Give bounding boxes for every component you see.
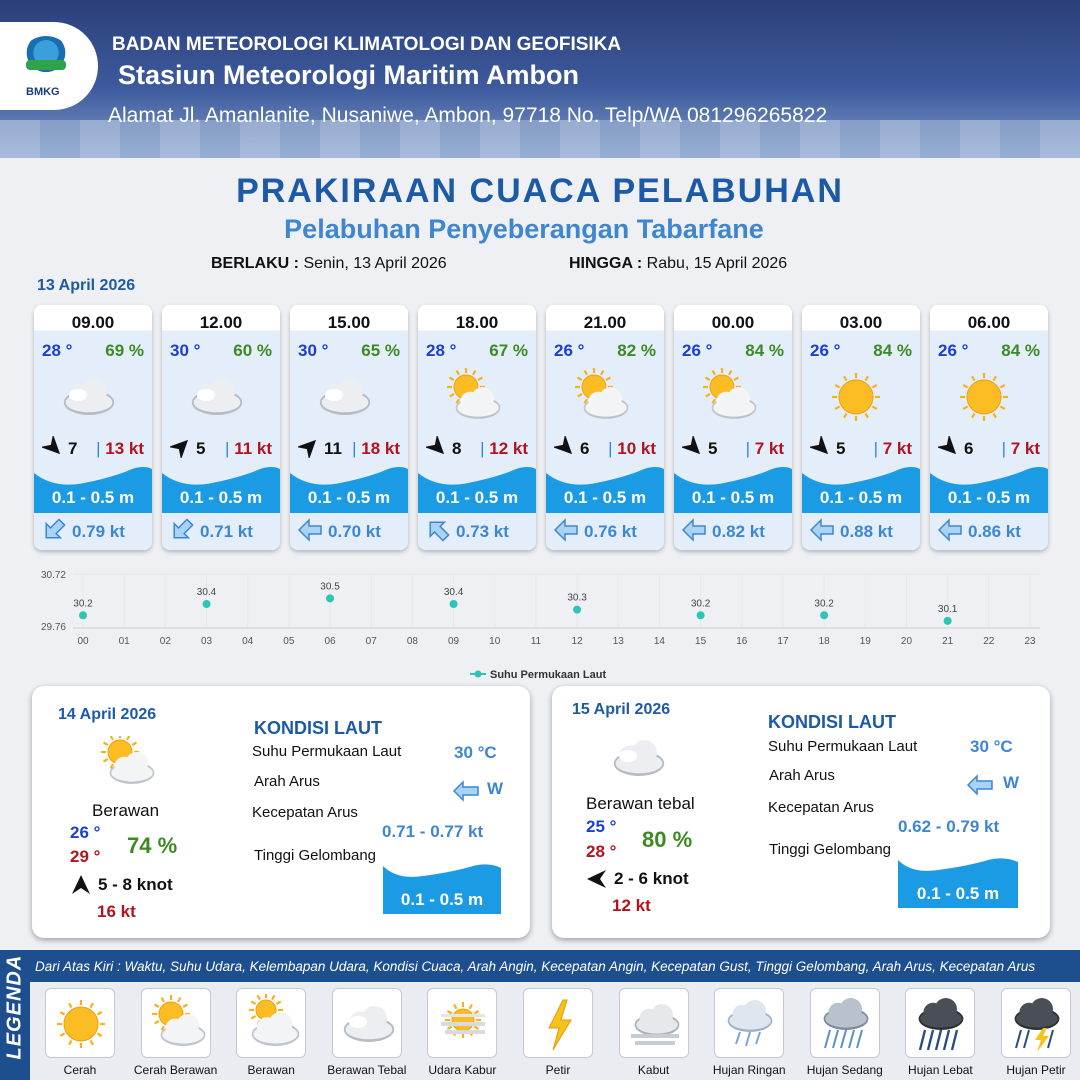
current-speed: 0.76 kt <box>584 522 637 541</box>
sea-condition-title: KONDISI LAUT <box>254 718 382 738</box>
gust-speed <box>874 439 912 459</box>
valid-from-label: BERLAKU : <box>211 255 299 272</box>
sea-condition-title: KONDISI LAUT <box>768 712 896 732</box>
wind-direction-icon <box>554 436 576 458</box>
current-direction-icon <box>936 517 964 543</box>
wind-direction-icon <box>682 436 704 458</box>
forecast-time: 00.00 <box>711 313 755 332</box>
wind-direction-icon <box>586 868 608 890</box>
air-temperature: 26 ° <box>554 341 585 360</box>
day-temp-high: 29 ° <box>70 847 101 866</box>
data-label: 30.4 <box>443 587 464 598</box>
current-speed: 0.73 kt <box>456 522 509 541</box>
gust-speed <box>746 439 784 459</box>
wind-speed: 6 <box>964 439 974 458</box>
legend-title: LEGENDA <box>3 954 26 1060</box>
forecast-time: 09.00 <box>71 313 115 332</box>
port-name: Pelabuhan Penyeberangan Tabarfane <box>284 214 764 244</box>
gust-speed <box>1002 439 1040 459</box>
current-speed: 0.71 kt <box>200 522 253 541</box>
forecast-time: 06.00 <box>967 313 1011 332</box>
humidity: 84 % <box>873 341 912 360</box>
data-label: 30.1 <box>937 603 958 615</box>
legend-icon-box <box>332 988 402 1058</box>
data-label: 30.2 <box>690 598 711 610</box>
x-tick-label: 18 <box>818 636 830 647</box>
gust-speed <box>225 439 272 459</box>
legend-icon-box <box>619 988 689 1058</box>
legend-swatch-dot <box>475 671 482 678</box>
day-gust: 16 kt <box>97 902 136 921</box>
current-speed: 0.88 kt <box>840 522 893 541</box>
data-point <box>79 611 87 619</box>
gust-value: 13 kt <box>105 439 144 458</box>
humidity: 65 % <box>361 341 400 360</box>
gust-speed <box>96 439 144 459</box>
wave-height: 0.1 - 0.5 m <box>435 488 519 507</box>
current-speed-label: Kecepatan Arus <box>252 804 358 821</box>
bmkg-logo <box>0 22 98 110</box>
berawan-tebal-icon <box>58 367 128 427</box>
data-point <box>450 600 458 608</box>
wind-speed: 5 <box>836 439 846 458</box>
air-temperature: 28 ° <box>426 341 457 360</box>
separator: | <box>352 439 362 458</box>
current-speed: 0.86 kt <box>968 522 1021 541</box>
legend-icon-box <box>810 988 880 1058</box>
hujan-lebat-icon <box>911 994 971 1054</box>
wave-height-label: Tinggi Gelombang <box>254 847 377 864</box>
day-wind-speed: 5 - 8 knot <box>98 875 173 894</box>
current-direction-value: W <box>1003 773 1020 792</box>
gust-value: 10 kt <box>617 439 656 458</box>
current-direction-icon <box>680 517 708 543</box>
air-temperature: 30 ° <box>298 341 329 360</box>
x-tick-label: 20 <box>900 636 913 647</box>
gust-speed <box>480 439 528 459</box>
wind-speed: 11 <box>324 439 342 458</box>
petir-icon <box>529 994 589 1054</box>
hourly-card <box>162 305 280 550</box>
cerah-berawan-icon <box>90 736 166 788</box>
humidity: 69 % <box>105 341 144 360</box>
current-speed-value: 0.71 - 0.77 kt <box>382 822 484 841</box>
wind-direction-icon <box>298 436 320 458</box>
wind-speed: 7 <box>68 439 78 458</box>
x-tick-label: 00 <box>77 636 89 647</box>
hujan-ringan-icon <box>720 994 780 1054</box>
legend-icon-box <box>141 988 211 1058</box>
gust-speed <box>352 439 400 459</box>
sst-value: 30 °C <box>970 737 1013 756</box>
wave-height: 0.1 - 0.5 m <box>51 488 135 507</box>
data-point <box>820 611 828 619</box>
day-humidity: 74 % <box>127 833 178 858</box>
separator: | <box>1001 439 1011 458</box>
hujan-sedang-icon <box>816 994 876 1054</box>
humidity: 82 % <box>617 341 656 360</box>
humidity: 67 % <box>489 341 528 360</box>
hourly-card <box>418 305 536 550</box>
logo-text: BMKG <box>26 86 60 98</box>
berawan-tebal-icon <box>338 994 398 1054</box>
current-direction-icon <box>808 517 836 543</box>
air-temperature: 26 ° <box>682 341 713 360</box>
header-banner <box>0 0 1080 158</box>
x-tick-label: 02 <box>159 636 171 647</box>
data-label: 30.2 <box>73 598 93 610</box>
wave-height: 0.1 - 0.5 m <box>819 488 903 507</box>
y-tick-label: 30.72 <box>40 570 66 581</box>
x-tick-label: 08 <box>406 636 418 647</box>
x-tick-label: 22 <box>983 636 995 647</box>
legend-icon-box <box>427 988 497 1058</box>
separator: | <box>873 439 883 458</box>
x-tick-label: 01 <box>118 636 130 647</box>
current-direction-value: W <box>487 779 504 798</box>
legend-label: Hujan Lebat <box>908 1063 973 1077</box>
legend-label: Petir <box>545 1063 571 1077</box>
forecast-time: 12.00 <box>199 313 243 332</box>
berawan-tebal-icon <box>314 367 384 427</box>
agency-name: BADAN METEOROLOGI KLIMATOLOGI DAN GEOFISIKA <box>112 34 622 55</box>
day-condition: Berawan <box>92 801 160 820</box>
wave-height: 0.1 - 0.5 m <box>307 488 391 507</box>
forecast-time: 03.00 <box>839 313 883 332</box>
legend-entry: Suhu Permukaan Laut <box>490 669 607 681</box>
air-temperature: 30 ° <box>170 341 201 360</box>
hourly-card <box>34 305 152 550</box>
humidity: 84 % <box>745 341 784 360</box>
wind-direction-icon <box>426 436 448 458</box>
data-point <box>573 606 581 614</box>
station-name: Stasiun Meteorologi Maritim Ambon <box>118 60 580 90</box>
wind-speed: 8 <box>452 439 462 458</box>
wave-height: 0.1 - 0.5 m <box>691 488 775 507</box>
day-forecast-box-1 <box>32 686 530 938</box>
separator: | <box>96 439 106 458</box>
legend-label: Cerah Berawan <box>133 1063 218 1077</box>
x-tick-label: 15 <box>695 636 707 647</box>
wind-direction-icon <box>810 436 832 458</box>
current-direction-icon <box>296 517 324 543</box>
valid-from-value: Senin, 13 April 2026 <box>303 255 447 272</box>
legend-icon-box <box>905 988 975 1058</box>
wind-direction-icon <box>170 436 192 458</box>
berawan-icon <box>242 994 302 1054</box>
day-forecast-box-2 <box>552 686 1050 938</box>
x-tick-label: 07 <box>365 636 377 647</box>
current-speed: 0.82 kt <box>712 522 765 541</box>
wind-speed: 5 <box>708 439 718 458</box>
current-direction-label: Arah Arus <box>254 773 320 790</box>
data-label: 30.5 <box>320 581 340 593</box>
wave-height-label: Tinggi Gelombang <box>769 841 892 858</box>
y-tick-label: 29.76 <box>40 622 66 633</box>
current-speed-value: 0.62 - 0.79 kt <box>898 817 1000 836</box>
x-tick-label: 23 <box>1024 636 1036 647</box>
day1-date: 13 April 2026 <box>37 277 136 294</box>
hourly-card <box>930 305 1048 550</box>
wave-height: 0.1 - 0.5 m <box>563 488 647 507</box>
legend-icon-box <box>1001 988 1071 1058</box>
x-tick-label: 19 <box>859 636 871 647</box>
data-label: 30.3 <box>567 592 587 604</box>
day-temp-low: 26 ° <box>70 823 101 842</box>
sst-value: 30 °C <box>454 743 497 762</box>
current-direction-icon <box>552 517 580 543</box>
bmkg-emblem-icon <box>22 36 70 78</box>
current-direction-icon <box>424 517 452 543</box>
gust-value: 18 kt <box>361 439 400 458</box>
current-speed: 0.79 kt <box>72 522 125 541</box>
hourly-card <box>290 305 408 550</box>
wave-height-value: 0.1 - 0.5 m <box>400 890 484 909</box>
sst-label: Suhu Permukaan Laut <box>252 743 402 760</box>
gust-value: 11 kt <box>234 439 272 458</box>
gust-value: 7 kt <box>882 439 912 458</box>
legend-side-bar <box>0 950 30 1080</box>
legend-description-bar <box>30 950 1080 982</box>
data-point <box>326 594 334 602</box>
udara-kabur-icon <box>433 994 493 1054</box>
current-speed-label: Kecepatan Arus <box>768 799 874 816</box>
legend-label: Hujan Petir <box>1006 1063 1066 1077</box>
x-tick-label: 04 <box>242 636 254 647</box>
current-direction-icon <box>40 517 68 543</box>
page-title: PRAKIRAAN CUACA PELABUHAN <box>236 172 844 210</box>
x-tick-label: 03 <box>200 636 213 647</box>
cerah-berawan-icon <box>698 367 768 427</box>
berawan-tebal-icon <box>602 732 678 784</box>
hujan-petir-icon <box>1007 994 1067 1054</box>
legend-icon-box <box>45 988 115 1058</box>
legend-label: Kabut <box>637 1063 670 1077</box>
separator: | <box>480 439 490 458</box>
legend-label: Udara Kabur <box>428 1063 497 1077</box>
wind-direction-icon <box>70 874 92 896</box>
x-tick-label: 06 <box>324 636 336 647</box>
legend-icon-box <box>714 988 784 1058</box>
cerah-berawan-icon <box>570 367 640 427</box>
cerah-berawan-icon <box>442 367 512 427</box>
sea-surface-temperature-chart <box>30 566 1050 686</box>
humidity: 84 % <box>1001 341 1040 360</box>
x-tick-label: 09 <box>448 636 460 647</box>
wind-speed: 5 <box>196 439 206 458</box>
gust-value: 7 kt <box>1010 439 1040 458</box>
data-point <box>697 611 705 619</box>
day-date: 15 April 2026 <box>572 701 671 718</box>
gust-speed <box>608 439 656 459</box>
cerah-icon <box>954 367 1024 427</box>
air-temperature: 26 ° <box>810 341 841 360</box>
legend-label: Berawan Tebal <box>327 1063 407 1077</box>
x-tick-label: 13 <box>612 636 624 647</box>
humidity: 60 % <box>233 341 272 360</box>
wind-direction-icon <box>42 436 64 458</box>
x-tick-label: 14 <box>653 636 665 647</box>
valid-to-label: HINGGA : <box>569 255 643 272</box>
x-tick-label: 16 <box>736 636 748 647</box>
forecast-time: 21.00 <box>583 313 627 332</box>
valid-to <box>569 255 787 273</box>
cerah-icon <box>51 994 111 1054</box>
legend <box>0 950 1080 1080</box>
air-temperature: 26 ° <box>938 341 969 360</box>
hourly-card <box>674 305 792 550</box>
hourly-card <box>546 305 664 550</box>
cerah-berawan-icon <box>147 994 207 1054</box>
arrow-left-icon <box>452 780 480 802</box>
x-tick-label: 17 <box>777 636 789 647</box>
day-humidity: 80 % <box>642 827 693 852</box>
day-condition: Berawan tebal <box>586 794 695 813</box>
legend-label: Hujan Ringan <box>712 1063 786 1077</box>
x-tick-label: 05 <box>283 636 295 647</box>
current-direction-icon <box>168 517 196 543</box>
wave-height: 0.1 - 0.5 m <box>179 488 263 507</box>
day-gust: 12 kt <box>612 896 651 915</box>
day-date: 14 April 2026 <box>58 706 157 723</box>
gust-value: 12 kt <box>489 439 528 458</box>
data-label: 30.2 <box>814 598 834 610</box>
legend-label: Hujan Sedang <box>806 1063 883 1077</box>
current-speed: 0.70 kt <box>328 522 381 541</box>
gust-value: 7 kt <box>754 439 784 458</box>
data-point <box>203 600 211 608</box>
data-point <box>944 617 952 625</box>
cerah-icon <box>826 367 896 427</box>
x-tick-label: 12 <box>571 636 583 647</box>
day-temp-high: 28 ° <box>586 842 617 861</box>
valid-to-value: Rabu, 15 April 2026 <box>646 255 788 272</box>
arrow-left-icon <box>966 774 994 796</box>
berawan-tebal-icon <box>186 367 256 427</box>
forecast-time: 15.00 <box>327 313 371 332</box>
forecast-time: 18.00 <box>455 313 499 332</box>
wind-speed: 6 <box>580 439 590 458</box>
legend-label: Cerah <box>63 1063 97 1077</box>
legend-icon-box <box>523 988 593 1058</box>
x-tick-label: 10 <box>489 636 501 647</box>
day-wind-speed: 2 - 6 knot <box>614 869 689 888</box>
separator: | <box>608 439 618 458</box>
kabut-icon <box>625 994 685 1054</box>
x-tick-label: 11 <box>530 636 542 647</box>
station-address: Alamat Jl. Amanlanite, Nusaniwe, Ambon, 97718 No. Telp/WA 081296265822 <box>108 104 828 127</box>
day-temp-low: 25 ° <box>586 817 617 836</box>
wave-height-value: 0.1 - 0.5 m <box>916 884 1000 903</box>
wind-direction-icon <box>938 436 960 458</box>
wave-height: 0.1 - 0.5 m <box>947 488 1031 507</box>
legend-description: Dari Atas Kiri : Waktu, Suhu Udara, Kelembapan Udara, Kondisi Cuaca, Arah Angin, Kecepatan Angin, Kecepatan Gust, Tinggi Gelombang, Arah Arus, Kecepatan Arus <box>35 959 1036 974</box>
legend-icon-box <box>236 988 306 1058</box>
data-label: 30.4 <box>196 587 217 598</box>
valid-from <box>211 255 447 273</box>
hourly-card <box>802 305 920 550</box>
air-temperature: 28 ° <box>42 341 73 360</box>
x-tick-label: 21 <box>942 636 954 647</box>
legend-label: Berawan <box>247 1063 295 1077</box>
separator: | <box>225 439 235 458</box>
sst-label: Suhu Permukaan Laut <box>768 738 918 755</box>
separator: | <box>745 439 755 458</box>
current-direction-label: Arah Arus <box>769 767 835 784</box>
